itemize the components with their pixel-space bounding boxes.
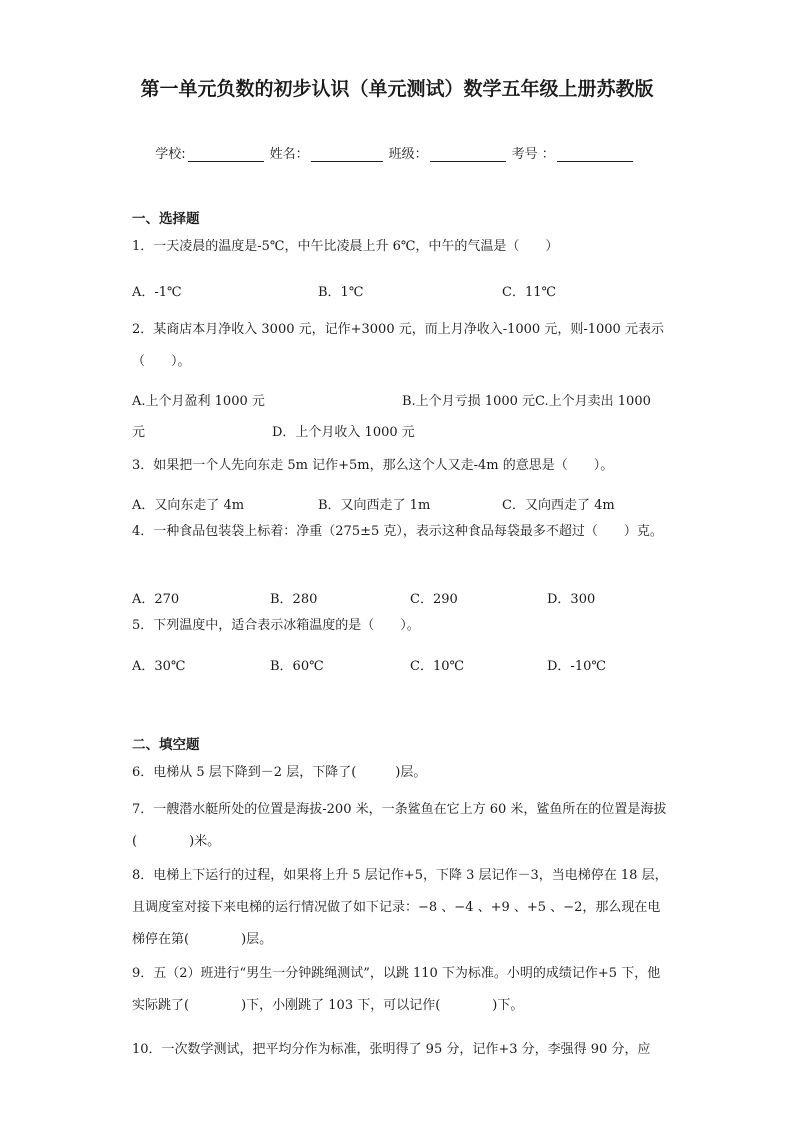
school-field: [155, 143, 263, 162]
option-c[interactable]: C．10℃: [410, 659, 465, 674]
question-4: 4．一种食品包装袋上标着：净重（275±5 克），表示这种食品每袋最多不超过（ ）克。: [132, 524, 663, 539]
question-2-options-line1: [132, 390, 672, 410]
school-label: 学校:: [155, 147, 186, 162]
question-2-options-line2: [132, 421, 672, 441]
class-field: [389, 143, 506, 162]
option-b-c[interactable]: B.上个月亏损 1000 元C.上个月卖出 1000: [402, 394, 651, 409]
question-5: 5．下列温度中，适合表示冰箱温度的是（ ）。: [132, 618, 420, 633]
question-4-options: [132, 588, 672, 608]
question-5-options: [132, 655, 672, 675]
option-a[interactable]: A.上个月盈利 1000 元: [132, 394, 265, 409]
name-blank[interactable]: [311, 147, 383, 162]
option-b[interactable]: B．1℃: [318, 285, 364, 300]
question-1-options: [132, 281, 672, 301]
question-8: 8．电梯上下运行的过程，如果将上升 5 层记作+5，下降 3 层记作－3，当电梯停在 18 层，且调度室对接下来电梯的运行情况做了如下记录：−8 、−4 、+9 、+5 、−2，那么现在电梯停在第( )层。: [132, 868, 668, 947]
question-7: 7．一艘潜水艇所处的位置是海拔-200 米，一条鲨鱼在它上方 60 米，鲨鱼所在的位置是海拔( )米。: [132, 802, 667, 849]
question-10: 10．一次数学测试，把平均分作为标准，张明得了 95 分，记作+3 分，李强得 90 分，应: [132, 1042, 651, 1057]
name-field: [270, 143, 383, 162]
question-3: 3．如果把一个人先向东走 5m 记作+5m，那么这个人又走-4m 的意思是（ ）。: [132, 458, 614, 473]
question-3-options: [132, 494, 672, 514]
section-fill-title: 二、填空题: [132, 737, 200, 753]
number-label: 考号 ：: [511, 147, 555, 162]
question-2: 2．某商店本月净收入 3000 元，记作+3000 元，而上月净收入-1000 元，则-1000 元表示（ ）。: [132, 322, 664, 369]
class-blank[interactable]: [430, 147, 506, 162]
number-blank[interactable]: [557, 147, 633, 162]
option-c[interactable]: C．290: [410, 592, 458, 607]
option-d[interactable]: D．上个月收入 1000 元: [272, 425, 415, 440]
option-b[interactable]: B．60℃: [270, 659, 324, 674]
name-label: 姓名：: [269, 147, 309, 162]
option-b[interactable]: B．280: [270, 592, 318, 607]
question-9: 9．五（2）班进行“男生一分钟跳绳测试”，以跳 110 下为标准。小明的成绩记作+5 下，他实际跳了( )下，小刚跳了 103 下，可以记作( )下。: [132, 966, 661, 1013]
option-d[interactable]: D．-10℃: [547, 659, 606, 674]
option-c[interactable]: C．11℃: [502, 285, 557, 300]
class-label: 班级：: [388, 147, 428, 162]
option-b[interactable]: B．又向西走了 1m: [318, 498, 431, 513]
option-c-continued: 元: [132, 425, 146, 440]
option-a[interactable]: A．-1℃: [132, 285, 182, 300]
option-a[interactable]: A．30℃: [132, 659, 186, 674]
student-info-row: [0, 143, 794, 162]
page-title: 第一单元负数的初步认识（单元测试）数学五年级上册苏教版: [140, 78, 654, 100]
option-d[interactable]: D．300: [547, 592, 596, 607]
section-choice-title: 一、选择题: [132, 211, 200, 227]
option-a[interactable]: A．又向东走了 4m: [132, 498, 245, 513]
option-c[interactable]: C．又向西走了 4m: [502, 498, 615, 513]
question-6: 6．电梯从 5 层下降到－2 层，下降了( )层。: [132, 765, 427, 780]
question-1: 1．一天凌晨的温度是-5℃，中午比凌晨上升 6℃，中午的气温是（ ）: [132, 239, 559, 254]
option-a[interactable]: A．270: [132, 592, 180, 607]
number-field: [512, 143, 633, 162]
school-blank[interactable]: [188, 147, 264, 162]
